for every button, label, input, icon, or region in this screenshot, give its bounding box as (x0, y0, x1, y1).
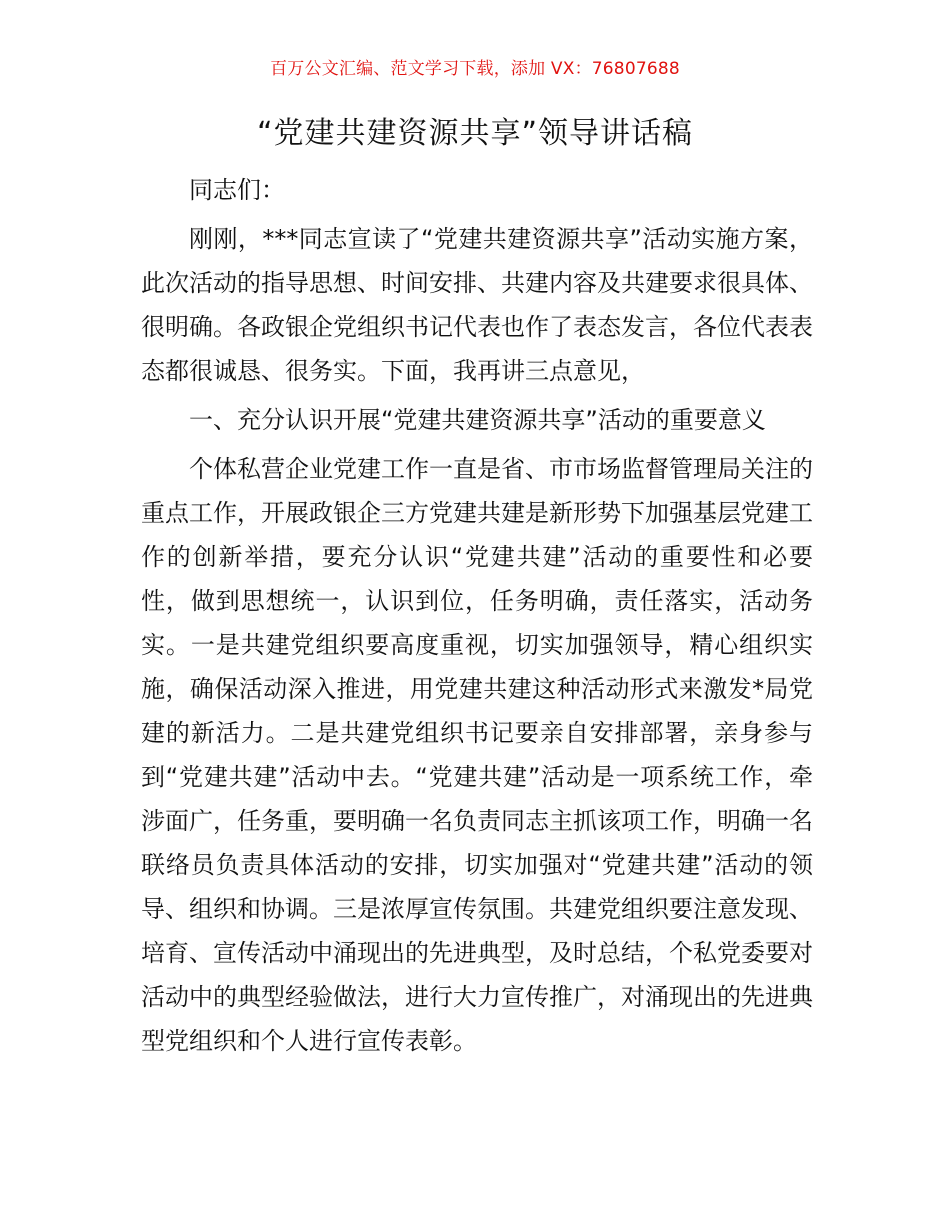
section-heading-1: 一、充分认识开展“党建共建资源共享”活动的重要意义 (189, 406, 766, 434)
paragraph-intro: 刚刚，***同志宣读了“党建共建资源共享”活动实施方案，此次活动的指导思想、时间安排、共建内容及共建要求很具体、很明确。各政银企党组织书记代表也作了表态发言，各位代表表态都很诚恳、很务实。下面，我再讲三点意见， (141, 225, 813, 385)
greeting: 同志们： (189, 176, 285, 204)
paragraph-section-1: 个体私营企业党建工作一直是省、市市场监督管理局关注的重点工作，开展政银企三方党建共建是新形势下加强基层党建工作的创新举措，要充分认识“党建共建”活动的重要性和必要性，做到思想统一，认识到位，任务明确，责任落实，活动务实。一是共建党组织要高度重视，切实加强领导，精心组织实施，确保活动深入推进，用党建共建这种活动形式来激发*局党建的新活力。二是共建党组织书记要亲自安排部署，亲身参与到“党建共建”活动中去。“党建共建”活动是一项系统工作，牵涉面广，任务重，要明确一名负责同志主抓该项工作，明确一名联络员负责具体活动的安排，切实加强对“党建共建”活动的领导、组织和协调。三是浓厚宣传氛围。共建党组织要注意发现、培育、宣传活动中涌现出的先进典型，及时总结，个私党委要对活动中的典型经验做法，进行大力宣传推广，对涌现出的先进典型党组织和个人进行宣传表彰。 (141, 455, 813, 1055)
document-body (141, 168, 813, 1068)
header-banner: 百万公文汇编、范文学习下载，添加 VX：76807688 (270, 59, 680, 79)
document-title: “党建共建资源共享”领导讲话稿 (256, 116, 694, 151)
